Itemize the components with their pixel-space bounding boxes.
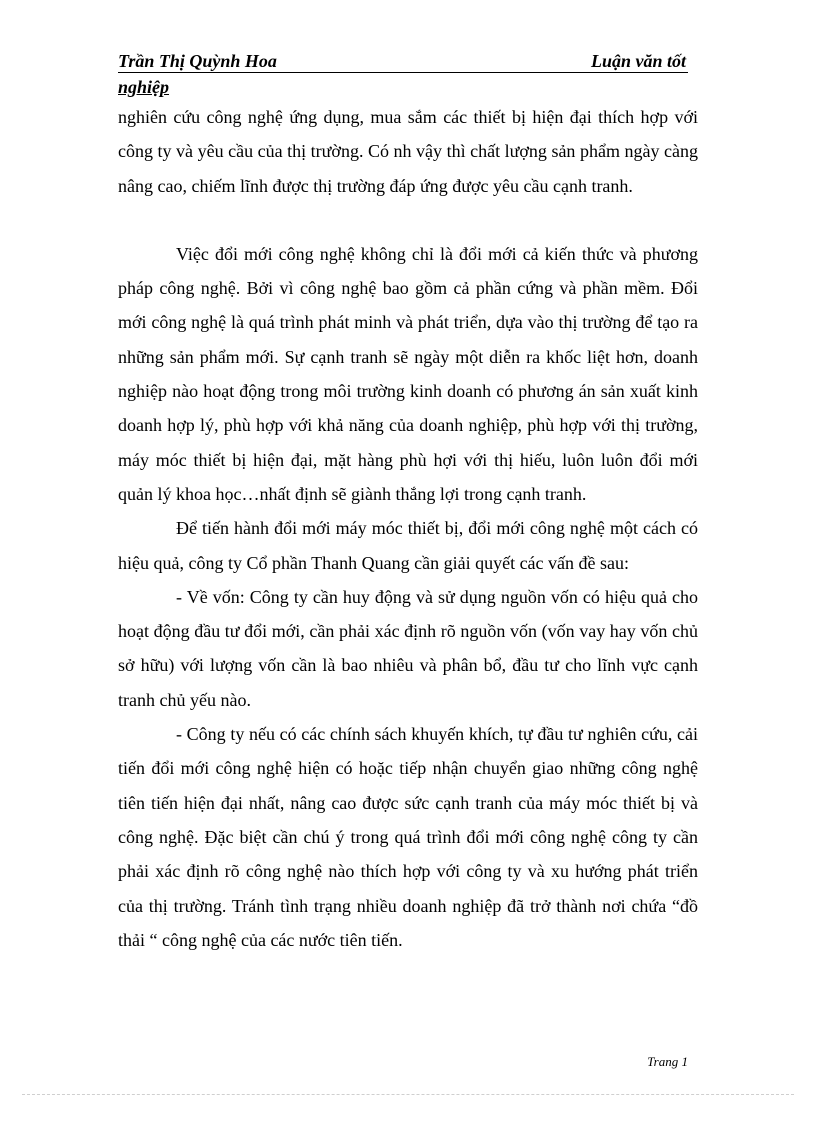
document-body [118,100,698,957]
paragraph: Việc đổi mới công nghệ không chỉ là đổi mới cả kiến thức và phương pháp công nghệ. Bởi vì công nghệ bao gồm cả phần cứng và phần mềm. Đổi mới công nghệ là quá trình phát minh và phát triển, dựa vào thị trường để tạo ra những sản phẩm mới. Sự cạnh tranh sẽ ngày một diễn ra khốc liệt hơn, doanh nghiệp nào hoạt động trong môi trường kinh doanh có phương án sản xuất kinh doanh hợp lý, phù hợp với khả năng của doanh nghiệp, phù hợp với thị trường, máy móc thiết bị hiện đại, mặt hàng phù hợi với thị hiếu, luôn luôn đổi mới quản lý khoa học…nhất định sẽ giành thắng lợi trong cạnh tranh. [118,243,698,504]
header-rule [118,50,688,73]
paragraph: Để tiến hành đổi mới máy móc thiết bị, đổi mới công nghệ một cách có hiệu quả, công ty Cổ phần Thanh Quang cần giải quyết các vấn đề sau: [118,518,698,573]
page-header [118,50,688,98]
page-bottom-divider [22,1094,794,1095]
paragraph-continued: nghiên cứu công nghệ ứng dụng, mua sắm các thiết bị hiện đại thích hợp với công ty và yêu cầu của thị trường. Có nh vậy thì chất lượng sản phẩm ngày càng nâng cao, chiếm lĩnh được thị trường đáp ứng được yêu cầu cạnh tranh. [118,107,698,196]
paragraph-bullet: - Công ty nếu có các chính sách khuyến khích, tự đầu tư nghiên cứu, cải tiến đổi mới công nghệ hiện có hoặc tiếp nhận chuyển giao những công nghệ tiên tiến hiện đại nhất, nâng cao được sức cạnh tranh của máy móc thiết bị và công nghệ. Đặc biệt cần chú ý trong quá trình đổi mới công nghệ công ty cần phải xác định rõ công nghệ nào thích hợp với công ty và xu hướng phát triển của thị trường. Tránh tình trạng nhiều doanh nghiệp đã trở thành nơi chứa “đồ thải “ công nghệ của các nước tiên tiến. [118,724,698,950]
header-author: Trần Thị Quỳnh Hoa [118,51,277,71]
header-title: Luận văn tốt [590,51,686,71]
page-number: Trang 1 [647,1054,688,1069]
header-title-continuation: nghiệp [118,77,170,97]
paragraph-bullet: - Về vốn: Công ty cần huy động và sử dụng nguồn vốn có hiệu quả cho hoạt động đầu tư đổi mới, cần phải xác định rõ nguồn vốn (vốn vay hay vốn chủ sở hữu) với lượng vốn cần là bao nhiêu và phân bổ, đầu tư cho lĩnh vực cạnh tranh chủ yếu nào. [118,586,698,710]
